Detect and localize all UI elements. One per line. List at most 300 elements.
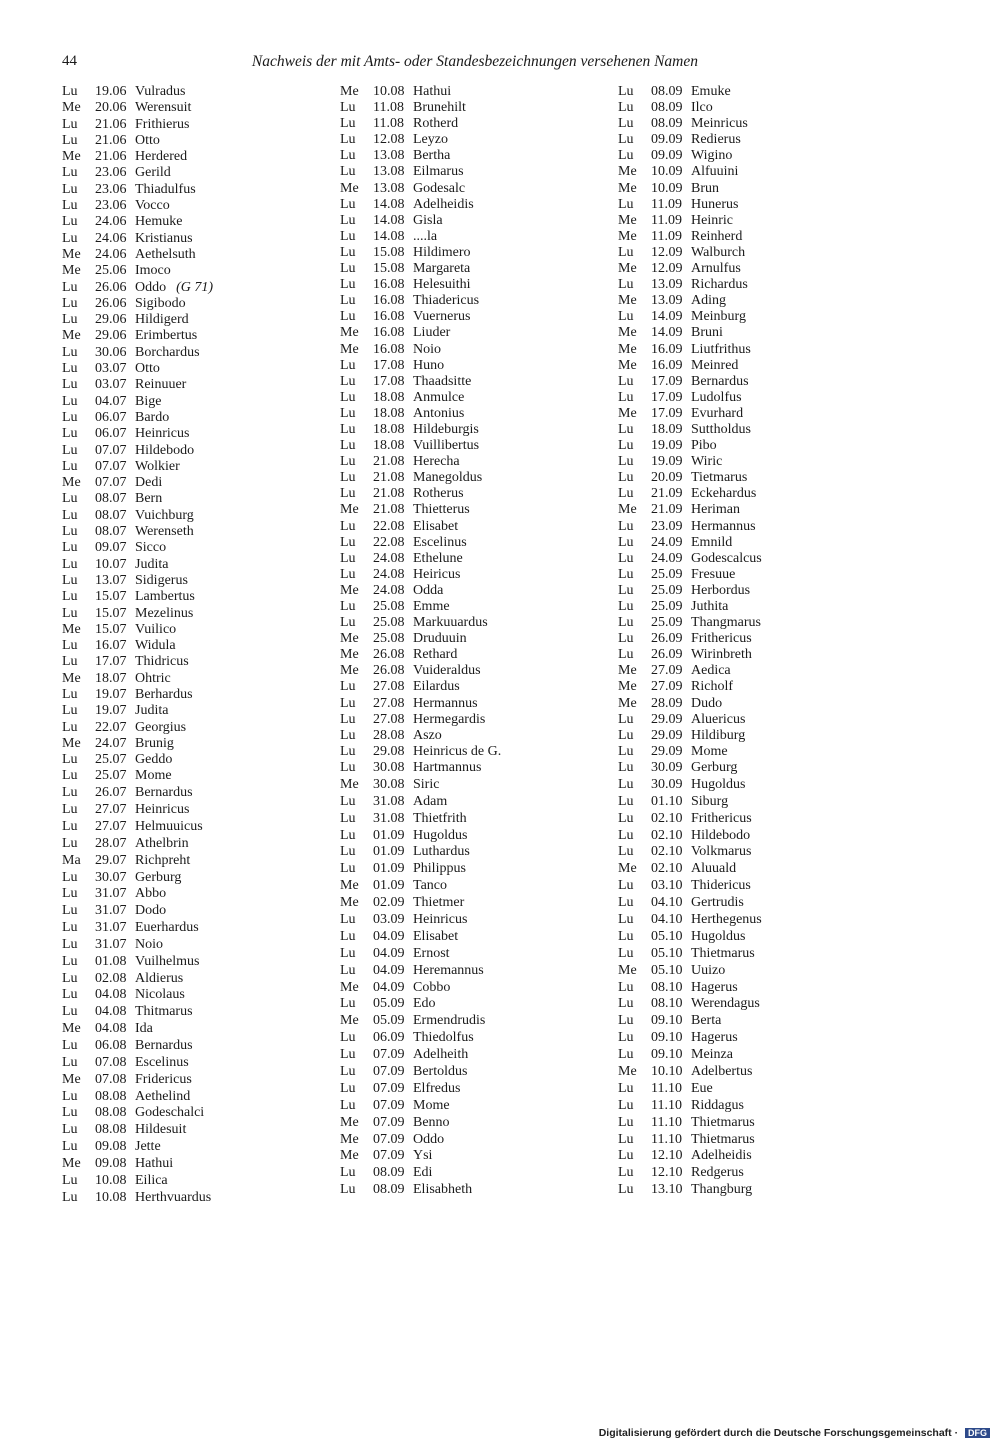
- entry-name: Hildesuit: [135, 1122, 187, 1138]
- entry-name: Bernardus: [135, 1037, 193, 1053]
- entry-date: 03.09: [373, 911, 405, 927]
- entry-code: Lu: [618, 470, 634, 486]
- entry-date: 27.09: [651, 679, 683, 695]
- entry-date: 31.07: [95, 936, 127, 952]
- entry-name: Ading: [691, 293, 726, 309]
- entry-code: Lu: [62, 1037, 78, 1053]
- entry-date: 21.06: [95, 132, 127, 148]
- entry-date: 26.06: [95, 295, 127, 311]
- entry-name: Escelinus: [135, 1054, 189, 1070]
- entry-name: Wiric: [691, 454, 723, 470]
- entry-code: Lu: [340, 1165, 356, 1181]
- entry-date: 04.10: [651, 895, 683, 911]
- entry-name: Thietmer: [413, 895, 465, 911]
- entry-name: Sidigerus: [135, 572, 188, 588]
- entry-code: Lu: [618, 1182, 634, 1198]
- entry-name: Godesalc: [413, 180, 466, 196]
- entry-date: 10.07: [95, 556, 127, 572]
- entry-name: Elfredus: [413, 1080, 461, 1096]
- entry-date: 24.08: [373, 582, 405, 598]
- entry-name: Oddo: [413, 1131, 445, 1147]
- entry-date: 09.09: [651, 148, 683, 164]
- entry-code: Lu: [340, 844, 356, 860]
- entry-code: Lu: [618, 116, 634, 132]
- entry-date: 15.07: [95, 589, 127, 605]
- entry-name: Dedi: [135, 475, 163, 491]
- entry-code: Lu: [62, 409, 78, 425]
- entry-name: Vuichburg: [135, 507, 194, 523]
- entry-note: (G 71): [176, 279, 214, 295]
- entry-code: Lu: [340, 196, 356, 212]
- entry-name: Ethelune: [413, 550, 463, 566]
- entry-code: Me: [62, 263, 81, 279]
- entry-date: 25.06: [95, 263, 127, 279]
- entry-name: Adam: [413, 793, 448, 809]
- entry-code: Lu: [618, 631, 634, 647]
- entry-name: Mome: [413, 1097, 450, 1113]
- entry-code: Lu: [340, 793, 356, 809]
- entry-date: 11.08: [373, 116, 404, 132]
- entry-code: Lu: [618, 878, 634, 894]
- entry-code: Lu: [340, 810, 356, 826]
- entry-code: Lu: [340, 421, 356, 437]
- entry-code: Me: [618, 679, 637, 695]
- entry-code: Lu: [340, 550, 356, 566]
- entry-code: Lu: [340, 454, 356, 470]
- entry-code: Lu: [618, 84, 634, 99]
- page-number: 44: [62, 53, 77, 69]
- entry-code: Lu: [340, 1182, 356, 1198]
- entry-code: Me: [340, 180, 359, 196]
- entry-code: Lu: [618, 615, 634, 631]
- entry-code: Me: [62, 149, 81, 165]
- entry-name: Thietmarus: [691, 945, 755, 961]
- entry-name: Herbordus: [691, 582, 751, 598]
- entry-name: Thiadericus: [413, 293, 480, 309]
- entry-code: Lu: [340, 244, 356, 260]
- entry-code: Lu: [618, 454, 634, 470]
- entry-date: 08.10: [651, 979, 683, 995]
- entry-date: 23.06: [95, 181, 127, 197]
- entry-date: 26.09: [651, 647, 683, 663]
- entry-name: Herthegenus: [691, 911, 762, 927]
- entry-name: Meinred: [691, 357, 739, 373]
- entry-date: 26.09: [651, 631, 683, 647]
- entry-name: Ilco: [691, 100, 713, 116]
- entry-date: 27.07: [95, 819, 127, 834]
- entry-code: Lu: [340, 727, 356, 743]
- entry-name: Borchardus: [135, 344, 200, 360]
- entry-name: Thietmarus: [691, 1131, 755, 1147]
- entry-date: 08.09: [651, 84, 683, 99]
- entry-name: Adelheith: [413, 1047, 469, 1063]
- entry-date: 07.08: [95, 1071, 127, 1087]
- entry-code: Me: [62, 328, 81, 344]
- entry-date: 14.08: [373, 196, 405, 212]
- entry-date: 06.07: [95, 426, 127, 442]
- entry-code: Me: [340, 878, 359, 894]
- entry-date: 16.08: [373, 309, 405, 325]
- entry-code: Lu: [618, 309, 634, 325]
- entry-name: Hildimero: [413, 244, 471, 260]
- entry-name: Brun: [691, 180, 719, 196]
- entry-date: 24.09: [651, 534, 683, 550]
- entry-code: Lu: [62, 198, 78, 214]
- entry-date: 10.08: [95, 1172, 127, 1188]
- entry-name: Ernost: [413, 945, 450, 961]
- entry-date: 21.06: [95, 116, 127, 132]
- entry-code: Lu: [62, 886, 78, 902]
- entry-code: Lu: [618, 1148, 634, 1164]
- entry-name: Adelheidis: [413, 196, 474, 212]
- entry-date: 30.08: [373, 776, 405, 792]
- entry-date: 07.09: [373, 1097, 405, 1113]
- entry-name: Alfuuini: [691, 164, 739, 180]
- entry-date: 17.09: [651, 389, 683, 405]
- entry-date: 29.08: [373, 743, 405, 759]
- entry-code: Lu: [340, 518, 356, 534]
- entry-name: Hemuke: [135, 214, 183, 230]
- entry-name: Vocco: [135, 198, 170, 214]
- entry-name: Hugoldus: [691, 776, 746, 792]
- entry-name: Meinburg: [691, 309, 746, 325]
- entry-name: Kristianus: [135, 230, 193, 246]
- entry-name: Berta: [691, 1013, 722, 1029]
- entry-name: Elisabheth: [413, 1182, 473, 1198]
- entry-code: Lu: [618, 438, 634, 454]
- entry-date: 07.07: [95, 442, 127, 458]
- entry-name: Ermendrudis: [413, 1013, 486, 1029]
- entry-name: Otto: [135, 132, 160, 148]
- entry-date: 15.08: [373, 261, 405, 277]
- entry-code: Lu: [618, 895, 634, 911]
- entry-code: Me: [618, 212, 637, 228]
- entry-date: 01.09: [373, 827, 405, 843]
- entry-code: Me: [62, 1155, 81, 1171]
- entry-date: 07.09: [373, 1063, 405, 1079]
- entry-name: Frithericus: [691, 631, 752, 647]
- entry-date: 29.09: [651, 743, 683, 759]
- entry-code: Lu: [340, 695, 356, 711]
- entry-code: Lu: [618, 582, 634, 598]
- entry-code: Me: [340, 502, 359, 518]
- entry-name: Mome: [691, 743, 728, 759]
- entry-name: Reinherd: [691, 228, 743, 244]
- entry-code: Lu: [62, 903, 78, 919]
- entry-name: Thidricus: [135, 654, 189, 670]
- entry-name: Liuder: [413, 325, 451, 341]
- entry-name: Antonius: [413, 405, 465, 421]
- entry-date: 11.09: [651, 228, 682, 244]
- entry-date: 17.09: [651, 405, 683, 421]
- entry-code: Lu: [618, 727, 634, 743]
- entry-name: Vuillibertus: [413, 438, 480, 454]
- entry-name: Edo: [413, 996, 436, 1012]
- entry-name: Vuernerus: [413, 309, 471, 325]
- entry-code: Lu: [62, 719, 78, 735]
- entry-date: 16.07: [95, 638, 127, 654]
- entry-name: Siric: [413, 776, 440, 792]
- entry-date: 27.07: [95, 802, 127, 818]
- entry-date: 10.09: [651, 180, 683, 196]
- entry-date: 04.09: [373, 928, 405, 944]
- entry-code: Lu: [618, 1165, 634, 1181]
- entry-code: Lu: [618, 776, 634, 792]
- entry-date: 17.09: [651, 373, 683, 389]
- entry-name: Hagerus: [691, 979, 738, 995]
- entry-name: Aluuald: [691, 861, 737, 877]
- entry-date: 05.10: [651, 945, 683, 961]
- entry-code: Me: [340, 1131, 359, 1147]
- entry-name: Mezelinus: [135, 605, 194, 621]
- entry-name: Juthita: [691, 599, 729, 614]
- entry-name: Aethelsuth: [135, 246, 196, 262]
- entry-date: 24.08: [373, 550, 405, 566]
- entry-date: 09.10: [651, 1047, 683, 1063]
- entry-name: Reinuuer: [135, 377, 187, 393]
- entry-code: Lu: [340, 827, 356, 843]
- entry-name: Thietmarus: [691, 1114, 755, 1130]
- entry-code: Me: [340, 84, 359, 99]
- entry-date: 30.07: [95, 869, 127, 885]
- entry-date: 01.09: [373, 878, 405, 894]
- entry-code: Lu: [618, 1047, 634, 1063]
- entry-date: 01.09: [373, 844, 405, 860]
- entry-code: Lu: [62, 936, 78, 952]
- entry-date: 11.09: [651, 196, 682, 212]
- entry-code: Lu: [340, 615, 356, 631]
- entry-code: Lu: [340, 1030, 356, 1046]
- entry-date: 28.09: [651, 695, 683, 711]
- entry-name: Vuilhelmus: [135, 953, 200, 969]
- entry-name: Manegoldus: [413, 470, 483, 486]
- entry-name: Noio: [135, 936, 163, 952]
- entry-date: 27.08: [373, 711, 405, 727]
- entry-date: 25.07: [95, 768, 127, 784]
- entry-date: 08.07: [95, 507, 127, 523]
- entry-code: Me: [618, 228, 637, 244]
- entry-code: Lu: [618, 945, 634, 961]
- entry-date: 01.09: [373, 861, 405, 877]
- entry-code: Lu: [340, 566, 356, 582]
- entry-date: 24.07: [95, 735, 127, 751]
- entry-name: Ysi: [413, 1148, 433, 1164]
- entry-name: Emme: [413, 599, 450, 614]
- entry-date: 21.08: [373, 454, 405, 470]
- entry-name: Gisla: [413, 212, 443, 228]
- entry-name: Heremannus: [413, 962, 484, 978]
- entry-date: 03.07: [95, 377, 127, 393]
- entry-date: 11.10: [651, 1097, 682, 1113]
- entry-code: Lu: [340, 228, 356, 244]
- entry-date: 12.10: [651, 1148, 683, 1164]
- entry-name: Meinricus: [691, 116, 748, 132]
- entry-date: 21.08: [373, 470, 405, 486]
- entry-name: Redgerus: [691, 1165, 744, 1181]
- entry-name: Hildigerd: [135, 312, 189, 328]
- entry-date: 31.08: [373, 793, 405, 809]
- entry-date: 16.08: [373, 325, 405, 341]
- entry-code: Lu: [62, 987, 78, 1003]
- entry-code: Lu: [62, 556, 78, 572]
- entry-code: Lu: [618, 711, 634, 727]
- entry-code: Lu: [62, 605, 78, 621]
- entry-code: Lu: [62, 377, 78, 393]
- entry-code: Lu: [62, 920, 78, 936]
- entry-date: 06.08: [95, 1037, 127, 1053]
- entry-name: Uuizo: [691, 962, 726, 978]
- entry-code: Lu: [62, 785, 78, 801]
- entry-name: Judita: [135, 556, 169, 572]
- entry-code: Me: [618, 180, 637, 196]
- entry-code: Lu: [340, 1097, 356, 1113]
- entry-date: 18.08: [373, 438, 405, 454]
- entry-date: 08.09: [373, 1165, 405, 1181]
- entry-name: Odda: [413, 582, 444, 598]
- entry-date: 25.09: [651, 566, 683, 582]
- entry-code: Me: [340, 979, 359, 995]
- entry-date: 12.10: [651, 1165, 683, 1181]
- entry-code: Lu: [340, 164, 356, 180]
- entry-date: 08.08: [95, 1088, 127, 1104]
- entry-date: 10.10: [651, 1063, 683, 1079]
- entry-name: Luthardus: [413, 844, 470, 860]
- entry-code: Lu: [62, 165, 78, 181]
- entry-code: Lu: [618, 277, 634, 293]
- entry-code: Lu: [62, 279, 78, 295]
- entry-name: Tietmarus: [691, 470, 748, 486]
- entry-name: Wigino: [691, 148, 733, 164]
- entry-code: Lu: [62, 970, 78, 986]
- entry-code: Lu: [62, 214, 78, 230]
- entry-name: Werenseth: [135, 524, 194, 540]
- entry-code: Lu: [618, 928, 634, 944]
- entry-code: Lu: [618, 827, 634, 843]
- entry-code: Me: [618, 325, 637, 341]
- entry-date: 25.09: [651, 599, 683, 614]
- entry-code: Lu: [62, 1172, 78, 1188]
- entry-code: Lu: [62, 835, 78, 851]
- entry-date: 09.08: [95, 1139, 127, 1155]
- entry-date: 13.10: [651, 1182, 683, 1198]
- entry-code: Lu: [62, 869, 78, 885]
- entry-date: 30.09: [651, 759, 683, 775]
- entry-code: Ma: [62, 852, 81, 868]
- entry-date: 23.06: [95, 165, 127, 181]
- entry-code: Lu: [340, 277, 356, 293]
- entry-code: Lu: [618, 759, 634, 775]
- entry-name: Nicolaus: [135, 987, 185, 1003]
- entry-code: Me: [340, 631, 359, 647]
- entry-date: 25.09: [651, 582, 683, 598]
- entry-name: Ohtric: [135, 670, 171, 686]
- entry-code: Lu: [62, 953, 78, 969]
- entry-date: 25.08: [373, 599, 405, 614]
- entry-code: Lu: [340, 679, 356, 695]
- entry-date: 25.09: [651, 615, 683, 631]
- entry-code: Me: [340, 647, 359, 663]
- entry-code: Lu: [62, 393, 78, 409]
- entry-date: 11.10: [651, 1080, 682, 1096]
- entry-code: Me: [340, 325, 359, 341]
- entry-code: Lu: [62, 802, 78, 818]
- entry-date: 21.08: [373, 486, 405, 502]
- entry-name: Heiricus: [413, 566, 461, 582]
- entry-date: 19.09: [651, 454, 683, 470]
- entry-name: Helmuuicus: [135, 819, 203, 834]
- entry-code: Lu: [62, 442, 78, 458]
- entry-name: Wolkier: [135, 458, 180, 474]
- entry-name: Emuke: [691, 84, 731, 99]
- entry-date: 13.09: [651, 277, 683, 293]
- entry-date: 08.08: [95, 1122, 127, 1138]
- entry-date: 13.09: [651, 293, 683, 309]
- entry-date: 29.07: [95, 852, 127, 868]
- entry-code: Lu: [340, 405, 356, 421]
- entry-date: 08.09: [373, 1182, 405, 1198]
- entry-code: Lu: [340, 373, 356, 389]
- entry-name: Ludolfus: [691, 389, 742, 405]
- entry-code: Lu: [62, 344, 78, 360]
- entry-code: Lu: [340, 1047, 356, 1063]
- entry-name: Noio: [413, 341, 441, 357]
- entry-code: Me: [340, 1148, 359, 1164]
- entry-date: 25.07: [95, 752, 127, 768]
- entry-date: 12.08: [373, 132, 405, 148]
- entry-name: Elisabet: [413, 518, 459, 534]
- entry-name: Herdered: [135, 149, 188, 165]
- entry-code: Me: [340, 582, 359, 598]
- entry-name: Thietfrith: [413, 810, 467, 826]
- entry-code: Lu: [62, 1054, 78, 1070]
- entry-code: Lu: [618, 996, 634, 1012]
- entry-name: Hugoldus: [413, 827, 468, 843]
- entry-name: Hunerus: [691, 196, 739, 212]
- entry-date: 19.07: [95, 703, 127, 719]
- entry-code: Me: [62, 621, 81, 637]
- entry-name: Hathui: [413, 84, 452, 99]
- entry-name: Redierus: [691, 132, 741, 148]
- entry-date: 25.08: [373, 631, 405, 647]
- entry-date: 04.08: [95, 987, 127, 1003]
- entry-code: Me: [618, 293, 637, 309]
- entry-code: Me: [618, 261, 637, 277]
- entry-date: 22.08: [373, 534, 405, 550]
- entry-date: 07.09: [373, 1148, 405, 1164]
- entry-name: Herecha: [413, 454, 460, 470]
- entry-date: 28.07: [95, 835, 127, 851]
- entry-date: 30.06: [95, 344, 127, 360]
- entry-code: Lu: [340, 148, 356, 164]
- entry-code: Lu: [340, 1080, 356, 1096]
- entry-code: Lu: [618, 566, 634, 582]
- page-header: [62, 53, 698, 75]
- entry-name: Mome: [135, 768, 172, 784]
- entry-code: Lu: [618, 979, 634, 995]
- entry-date: 14.09: [651, 325, 683, 341]
- entry-code: Lu: [618, 1030, 634, 1046]
- entry-code: Lu: [340, 293, 356, 309]
- entry-code: Lu: [62, 116, 78, 132]
- entry-name: Frithierus: [135, 116, 190, 132]
- entry-code: Lu: [62, 230, 78, 246]
- entry-name: Liutfrithus: [691, 341, 751, 357]
- entry-name: Benno: [413, 1114, 450, 1130]
- entry-date: 18.08: [373, 421, 405, 437]
- entry-name: Cobbo: [413, 979, 451, 995]
- entry-name: Bernardus: [691, 373, 749, 389]
- entry-name: Gerburg: [135, 869, 182, 885]
